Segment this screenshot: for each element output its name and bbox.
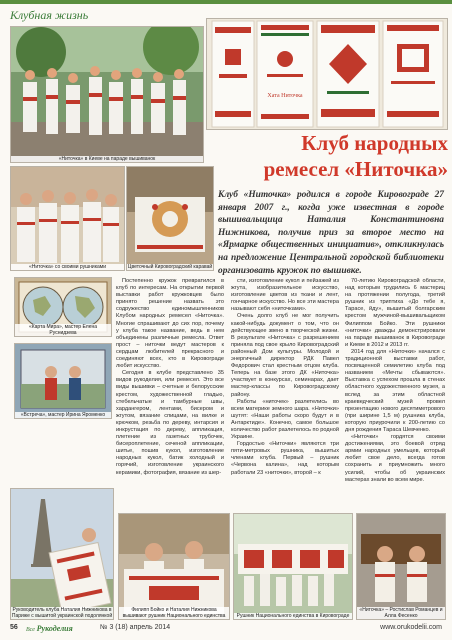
caption-masters: «Ниточка» – Ростислав Романцев и Алла Фесенко: [357, 607, 445, 619]
article-lead: Клуб «Ниточка» родился в городе Кировограде 27 января 2007 г., когда уже известная в городе вышивальщица Наталия Константиновна Нижникова, получив приз за второе место на «Ярмарке общественных инициатив», откликнулась на предложение Центральной городской библиотеки организовать кружок по вышивке.: [218, 190, 444, 276]
caption-museum: Филипп Бойко и Наталия Нижникова вышивают рушник Национального единства: [119, 607, 229, 619]
towel-label-text: Хата Ниточка: [267, 93, 303, 99]
article-title-line2: ремесел «Ниточка»: [263, 157, 448, 181]
paragraph: сти, изготовление кукол и пейзажей из жгута, изобразительное искусство, изготовление цветов из ткани и лент, гончарное искусство. Но все эти мастера называют себя «ниточками».: [231, 278, 339, 313]
paragraph: Очень долго клуб не мог получить какой-нибудь документ о том, что он действующее звено в творческой жизни. В результате «Ниточка» с разрешением приняла под свое крыло Кировоградский районный Дом культуры. Молодой и энергичный директор РДК Павел Федорович стал крестным отцом клуба. Теперь на базе этого ДК «Ниточка» участвует в конкурсах, семинарах, дает мастер-классы по Кировоградскому району.: [231, 313, 339, 398]
section-label: Клубная жизнь: [10, 8, 89, 22]
caption-parade: «Ниточка» в Киеве на параде вышиванок: [11, 156, 203, 162]
magazine-prefix: Все: [26, 627, 35, 633]
paragraph: 2014 год для «Ниточки» начался с традиционной выставки работ, посвященной семилетию клуба под названием «Мечты сбываются». Выставка с успехом прошла в стенах областного художественного музея, а вслед за этим областной краеведческий музей провел презентацию нового десятиметрового (при ширине 1,5 м) рушника клуба, которую приурочили к 200-летию со дня рождения Тараса Шевченко.: [345, 348, 445, 433]
article-title-line1: Клуб народных: [301, 131, 448, 155]
caption-wreath: Цветочный Кировоградский каравай: [127, 264, 213, 270]
paragraph: Работы «ниточек» разлетелись во всем материке земного шара. «Ниточки» шутят: «Наши работы скоро будут и в Антарктиде». Конечно, самое большое количество работ разлетелось по родной Украине.: [231, 398, 339, 441]
text-column-3: [345, 278, 445, 510]
paragraph: Гордостью «Ниточки» являются три пяти-метровых рушника, вышитых членами клуба. Первый – рушник «Червона калина», над которым работали 23 «ниточки», второй – к: [231, 441, 339, 476]
text-column-1: [116, 278, 224, 510]
caption-towels-union: Рушник Национального единства в Кировограде: [234, 613, 352, 619]
caption-map: «Карта Мира», мастер Елена Руснидзева: [15, 324, 111, 336]
photo-handmade: [10, 166, 125, 271]
top-accent-bar: [0, 0, 452, 4]
caption-meeting: «Встреча», мастер Ирина Яроменко: [15, 412, 111, 418]
article-title: [238, 130, 448, 182]
caption-handmade: «Ниточка» со своими рушниками: [11, 264, 124, 270]
photo-towels-union: [233, 513, 353, 620]
photo-towels: [206, 18, 448, 130]
photo-museum: [118, 513, 230, 620]
photo-parade: [10, 26, 204, 163]
photo-wreath: [126, 166, 214, 271]
photo-paris: [10, 488, 114, 620]
text-column-2: [231, 278, 339, 510]
paragraph: Постепенно кружок превратился в клуб по интересам. На открытии первой выставки работ кружковцев было принято решение назвать это содружество единомышленников Клубом народных ремесел «Ниточка». Многие спрашивают до сих пор, почему у клуба такое название, ведь в нем объединены различные ремесла. Ответ прост – ниточки ведут мастеров к сердцам любителей прекрасного и соединяют всех, кто в Кировограде любит искусство.: [116, 278, 224, 370]
website-link[interactable]: www.orukodelii.com: [380, 624, 442, 631]
photo-map: [14, 277, 112, 337]
magazine-logo: [26, 624, 73, 636]
page-number: 56: [10, 624, 18, 631]
photo-meeting: [14, 343, 112, 419]
magazine-name: Рукоделия: [36, 624, 73, 633]
paragraph: 70-летию Кировоградской области, над которым трудились 6 мастериц на протяжении полугода, третий рушник из триптиха «До тебе я, Тарасе, йду», вышитый болгарским крестом мужчиной-вышивальщиком Филиппом Бойко. Эти рушники «ниточки» дважды демонстрировали на параде вышиванок в Кировограде и Киеве в 2012 и 2013 гг.: [345, 278, 445, 348]
caption-paris: Руководитель клуба Наталия Нижникова в Париже с вышитой украинской подолянкой: [11, 607, 113, 619]
photo-masters: [356, 513, 446, 620]
paragraph: Сегодня в клубе представлено 35 видов рукоделия, или ремесел. Это все виды вышивки – счетные и белорусские крестом, художественной гладью, стебельчатые и тамбурные швы, хардангером, лентами, бисером и жгутом, вязание спицами, на вилке и крючком, резьба по дереву, интарсия и инкрустация по дереву, аппликация, плетение из газетных трубочек, бисероплетение, сеченой аппликации, шитье, пошив кукол, изготовление народных кукол, батик холодный и горячий, изготовление украинского керамики, фотография, вязание из шер-: [116, 370, 224, 476]
paragraph: «Ниточки» гордятся своими достижениями, это боевой отряд армии народных умельцев, который любит свое дело, всегда готов сохранить и приумножить много усилий, чтобы об украинских мастерах знали во всем мире.: [345, 434, 445, 483]
issue-info: № 3 (18) апрель 2014: [100, 624, 171, 631]
